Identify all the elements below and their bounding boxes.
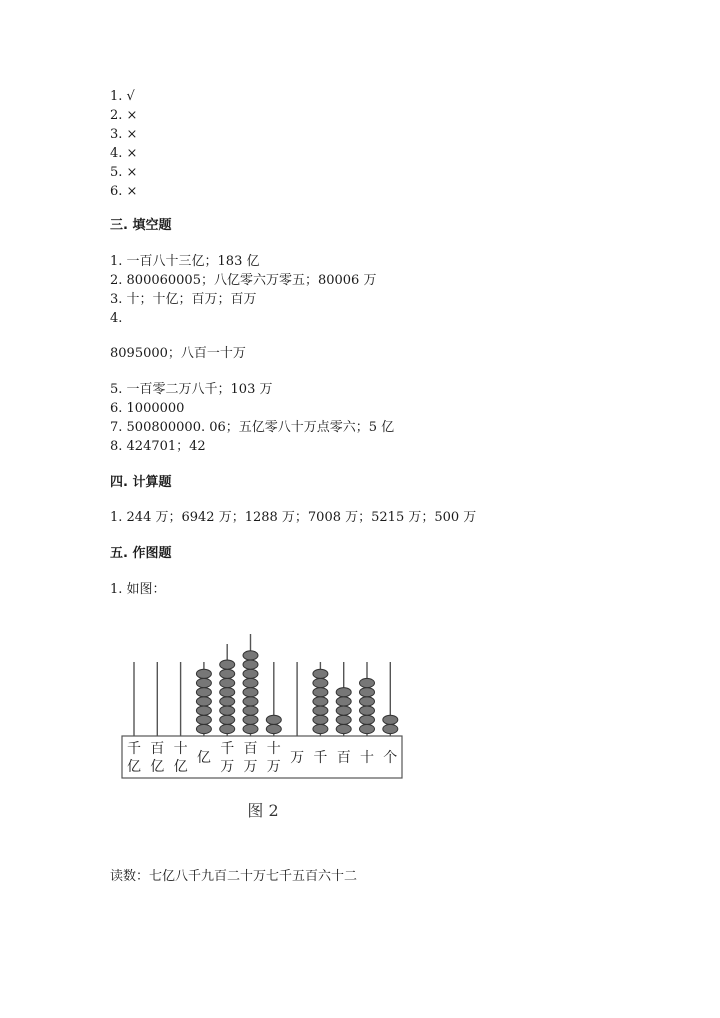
section5-answer-intro: 1. 如图：: [110, 582, 166, 597]
abacus-bead: [336, 706, 351, 715]
abacus-place-label: 十: [266, 741, 281, 757]
abacus-bead: [243, 715, 258, 724]
abacus-bead: [220, 669, 235, 678]
abacus-bead: [196, 724, 211, 733]
judge-answer-item: 2. ×: [110, 108, 138, 123]
abacus-caption: 图 2: [247, 801, 279, 820]
section3-answer-item: 5. 一百零二万八千；103 万: [110, 382, 273, 397]
abacus-bead: [336, 724, 351, 733]
section3-answer-item: 7. 500800000. 06；五亿零八十万点零六；5 亿: [110, 420, 395, 435]
abacus-bead: [220, 706, 235, 715]
section3-answer-item: 3. 十；十亿；百万；百万: [110, 292, 257, 307]
abacus-bead: [360, 678, 375, 687]
abacus-bead: [360, 706, 375, 715]
abacus-bead: [266, 715, 281, 724]
abacus-place-label: 百: [336, 750, 351, 766]
abacus-place-label: 百: [243, 741, 258, 757]
abacus-bead: [196, 688, 211, 697]
abacus-bead: [313, 706, 328, 715]
abacus-bead: [313, 697, 328, 706]
abacus-bead: [220, 660, 235, 669]
abacus-place-label: 亿: [150, 759, 165, 775]
abacus-bead: [336, 697, 351, 706]
abacus-bead: [196, 669, 211, 678]
section3-answers-b: [110, 381, 394, 457]
section3-answer-item: 1. 一百八十三亿；183 亿: [110, 254, 260, 269]
section3-answer-item: 4.: [110, 311, 123, 326]
section4-answer: 1. 244 万；6942 万；1288 万；7008 万；5215 万；500 万: [110, 510, 477, 525]
abacus-bead: [196, 697, 211, 706]
judge-answer-item: 1. √: [110, 89, 135, 104]
abacus-bead: [243, 651, 258, 660]
section4-title: 四. 计算题: [110, 475, 172, 490]
abacus-bead: [336, 688, 351, 697]
judge-answer-item: 3. ×: [110, 127, 138, 142]
abacus-bead: [360, 724, 375, 733]
abacus-place-label: 万: [220, 759, 235, 775]
abacus-bead: [383, 715, 398, 724]
abacus-bead: [360, 715, 375, 724]
abacus-bead: [220, 688, 235, 697]
abacus-bead: [243, 697, 258, 706]
abacus-bead: [196, 715, 211, 724]
abacus-place-label: 万: [243, 759, 258, 775]
abacus-bead: [196, 706, 211, 715]
section3-answer-item: 8. 424701；42: [110, 439, 206, 454]
abacus-place-label: 千: [220, 741, 235, 757]
section3-answers-a: [110, 253, 376, 329]
abacus-bead: [243, 688, 258, 697]
abacus-place-label: 万: [266, 759, 281, 775]
abacus-bead: [243, 669, 258, 678]
abacus-bead: [336, 715, 351, 724]
abacus-bead: [360, 688, 375, 697]
section3-answer-item: 2. 800060005；八亿零六万零五；80006 万: [110, 273, 377, 288]
section3-answer-item: 6. 1000000: [110, 401, 185, 416]
abacus-bead: [220, 678, 235, 687]
judge-answers: [110, 88, 137, 202]
abacus-bead: [313, 688, 328, 697]
judge-answer-item: 6. ×: [110, 184, 138, 199]
abacus-place-label: 万: [290, 750, 305, 766]
abacus-bead: [220, 715, 235, 724]
section3-title: 三. 填空题: [110, 218, 172, 233]
abacus-bead: [313, 669, 328, 678]
abacus-figure: [110, 626, 420, 826]
abacus-place-label: 十: [360, 750, 374, 766]
abacus-place-label: 亿: [127, 759, 141, 775]
abacus-bead: [313, 678, 328, 687]
abacus-bead: [243, 678, 258, 687]
abacus-bead: [220, 724, 235, 733]
abacus-bead: [360, 697, 375, 706]
abacus-place-label: 千: [313, 750, 328, 766]
judge-answer-item: 4. ×: [110, 146, 138, 161]
abacus-place-label: 个: [383, 750, 398, 766]
answer4-detail: 8095000；八百一十万: [110, 346, 246, 361]
section5-title: 五. 作图题: [110, 546, 172, 561]
abacus-bead: [196, 678, 211, 687]
abacus-place-label: 十: [173, 741, 188, 757]
judge-answer-item: 5. ×: [110, 165, 138, 180]
abacus-bead: [243, 724, 258, 733]
abacus-bead: [243, 660, 258, 669]
abacus-bead: [383, 724, 398, 733]
abacus-place-label: 亿: [173, 759, 188, 775]
abacus-bead: [243, 706, 258, 715]
abacus-bead: [220, 697, 235, 706]
abacus-place-label: 亿: [196, 750, 211, 766]
abacus-bead: [313, 724, 328, 733]
abacus-bead: [313, 715, 328, 724]
abacus-reading: 读数：七亿八千九百二十万七千五百六十二: [110, 869, 358, 884]
abacus-bead: [266, 724, 281, 733]
abacus-place-label: 千: [127, 741, 141, 757]
abacus-place-label: 百: [150, 741, 165, 757]
